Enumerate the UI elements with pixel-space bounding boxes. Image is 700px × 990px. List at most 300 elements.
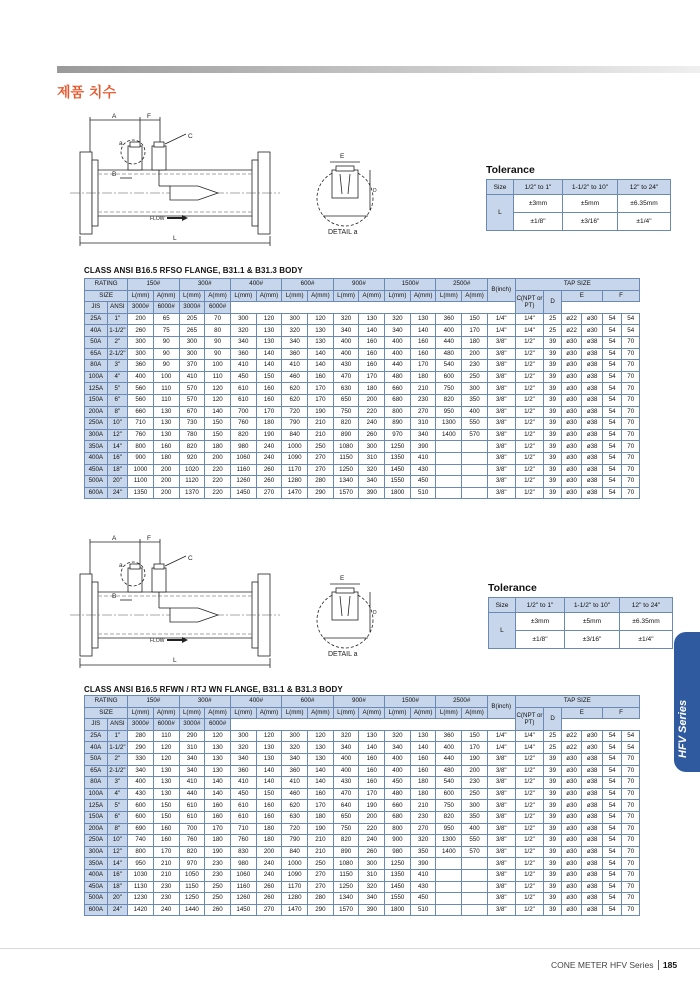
- rating-class-header: 900#: [333, 279, 384, 291]
- table-cell: 600: [128, 800, 154, 812]
- table-cell: 160: [359, 777, 385, 789]
- table-cell: 1/2": [515, 753, 544, 765]
- table-cell: 100: [153, 371, 179, 383]
- table-cell: ø30: [561, 418, 582, 430]
- label-a: A: [112, 535, 117, 542]
- table-cell: 3/8": [487, 418, 515, 430]
- table-cell: 130: [308, 742, 334, 754]
- table-cell: 54: [602, 325, 622, 337]
- table-cell: 140: [308, 777, 334, 789]
- table-cell: 70: [622, 383, 640, 395]
- table-cell: 220: [205, 464, 231, 476]
- table-cell: 430: [410, 464, 436, 476]
- label-f: F: [147, 113, 151, 120]
- table-cell: 140: [256, 777, 282, 789]
- ansi-cell: 1": [107, 730, 128, 742]
- table-cell: 39: [544, 418, 561, 430]
- table-cell: 1300: [436, 418, 462, 430]
- table-cell: 70: [622, 823, 640, 835]
- table-cell: 160: [153, 441, 179, 453]
- table-cell: 160: [308, 371, 334, 383]
- table-cell: 200: [462, 348, 488, 360]
- table-cell: 250: [462, 788, 488, 800]
- table-cell: 170: [462, 325, 488, 337]
- table-cell: 480: [436, 348, 462, 360]
- table-cell: 1050: [179, 869, 205, 881]
- table-cell: ø30: [561, 858, 582, 870]
- table-cell: 270: [410, 406, 436, 418]
- table-cell: 140: [205, 777, 231, 789]
- table-cell: 75: [153, 325, 179, 337]
- table-cell: [462, 893, 488, 905]
- table-cell: 1/4": [487, 730, 515, 742]
- table-cell: 720: [282, 406, 308, 418]
- table-cell: 1/2": [515, 904, 544, 916]
- table-row: [85, 348, 640, 360]
- table-cell: 430: [410, 881, 436, 893]
- tolerance-box-2: [488, 582, 673, 649]
- jis-cell: 250A: [85, 835, 108, 847]
- tolerance-size-label: Size: [489, 598, 516, 613]
- table-cell: 790: [282, 835, 308, 847]
- tolerance-col: 1/2" to 1": [516, 598, 565, 613]
- table-cell: 400: [333, 336, 359, 348]
- table-cell: 450: [385, 777, 411, 789]
- table-cell: 1/2": [515, 452, 544, 464]
- table-cell: 300: [462, 383, 488, 395]
- jis-cell: 350A: [85, 858, 108, 870]
- table-cell: 1150: [179, 881, 205, 893]
- ansi-cell: 2": [107, 336, 128, 348]
- table-cell: 480: [385, 371, 411, 383]
- table-cell: ø38: [582, 788, 603, 800]
- table-row: [85, 429, 640, 441]
- table-cell: 800: [385, 406, 411, 418]
- table-cell: 740: [128, 835, 154, 847]
- table-cell: 1/2": [515, 336, 544, 348]
- a-header: A(mm): [359, 707, 385, 719]
- table-cell: 39: [544, 371, 561, 383]
- table-cell: 210: [153, 869, 179, 881]
- table-cell: 320: [230, 325, 256, 337]
- table-row: [85, 823, 640, 835]
- table-row: [85, 394, 640, 406]
- table-cell: 54: [602, 869, 622, 881]
- tap-size-header: TAP SIZE: [515, 279, 639, 291]
- dimension-table-2: [84, 695, 640, 916]
- table-cell: [436, 858, 462, 870]
- table-cell: 340: [179, 753, 205, 765]
- table-cell: 340: [410, 429, 436, 441]
- table-cell: 205: [179, 313, 205, 325]
- tolerance-col: 1-1/2" to 10": [565, 598, 620, 613]
- table-cell: 360: [282, 765, 308, 777]
- label-detail: DETAIL a: [328, 229, 358, 236]
- table-cell: 39: [544, 811, 561, 823]
- table-cell: 970: [179, 858, 205, 870]
- jis-cell: 65A: [85, 765, 108, 777]
- table-cell: 340: [179, 765, 205, 777]
- table-cell: ø30: [582, 730, 603, 742]
- table-cell: 310: [410, 418, 436, 430]
- table-cell: 300: [128, 336, 154, 348]
- table-cell: 54: [602, 336, 622, 348]
- table-row: [85, 452, 640, 464]
- table-row: [85, 325, 640, 337]
- table-cell: 39: [544, 881, 561, 893]
- table-cell: 130: [359, 313, 385, 325]
- table-cell: ø30: [561, 348, 582, 360]
- table-cell: 470: [333, 788, 359, 800]
- pressure-header: 3000#: [179, 719, 205, 731]
- table-cell: 130: [256, 753, 282, 765]
- l-header: L(mm): [128, 290, 154, 302]
- table-cell: 1370: [179, 487, 205, 499]
- jis-cell: 450A: [85, 464, 108, 476]
- ansi-cell: 16": [107, 452, 128, 464]
- table-cell: 54: [602, 823, 622, 835]
- table-cell: 190: [308, 823, 334, 835]
- table-cell: 1/2": [515, 788, 544, 800]
- table-cell: ø38: [582, 904, 603, 916]
- table-cell: 3/8": [487, 811, 515, 823]
- table-cell: 1080: [333, 441, 359, 453]
- table-cell: 1800: [385, 904, 411, 916]
- table-cell: ø38: [582, 348, 603, 360]
- table-cell: 160: [359, 765, 385, 777]
- table-cell: 140: [256, 348, 282, 360]
- l-header: L(mm): [385, 707, 411, 719]
- table-cell: 1/2": [515, 394, 544, 406]
- table-row: [85, 881, 640, 893]
- table-cell: 54: [602, 313, 622, 325]
- table-cell: 120: [205, 383, 231, 395]
- table-cell: ø30: [582, 325, 603, 337]
- table-cell: 3/8": [487, 858, 515, 870]
- table-cell: 320: [333, 313, 359, 325]
- a-header: A(mm): [462, 707, 488, 719]
- l-header: L(mm): [230, 290, 256, 302]
- table-cell: 240: [359, 418, 385, 430]
- table-cell: 130: [205, 765, 231, 777]
- table-cell: 230: [410, 811, 436, 823]
- table-cell: 200: [205, 452, 231, 464]
- table-cell: [462, 858, 488, 870]
- table-cell: 390: [359, 904, 385, 916]
- table-cell: 360: [230, 765, 256, 777]
- jis-cell: 65A: [85, 348, 108, 360]
- table-cell: 820: [333, 418, 359, 430]
- jis-cell: 25A: [85, 730, 108, 742]
- table-cell: ø38: [582, 336, 603, 348]
- table1-title: CLASS ANSI B16.5 RFSO FLANGE, B31.1 & B31.3 BODY: [84, 266, 303, 275]
- table-cell: 70: [622, 336, 640, 348]
- table-cell: 1/2": [515, 765, 544, 777]
- ansi-cell: 2-1/2": [107, 765, 128, 777]
- table-cell: 820: [230, 429, 256, 441]
- table-cell: 54: [602, 394, 622, 406]
- table-cell: 1340: [333, 476, 359, 488]
- table-cell: 54: [602, 476, 622, 488]
- l-header: L(mm): [230, 707, 256, 719]
- table-cell: ø22: [561, 313, 582, 325]
- table-cell: 180: [256, 418, 282, 430]
- table-cell: 650: [333, 811, 359, 823]
- table-cell: ø38: [582, 858, 603, 870]
- table-cell: 400: [333, 348, 359, 360]
- table-cell: 240: [359, 835, 385, 847]
- table-cell: 250: [308, 858, 334, 870]
- table-cell: 54: [602, 487, 622, 499]
- table-cell: 120: [205, 730, 231, 742]
- jis-cell: 125A: [85, 383, 108, 395]
- table-cell: 160: [410, 753, 436, 765]
- table-cell: 250: [462, 371, 488, 383]
- table-cell: 950: [436, 406, 462, 418]
- table-cell: 260: [256, 464, 282, 476]
- table-cell: 410: [410, 869, 436, 881]
- table-cell: 130: [256, 742, 282, 754]
- jis-cell: 150A: [85, 811, 108, 823]
- page-number: 185: [658, 960, 677, 970]
- table-cell: 70: [622, 441, 640, 453]
- table-cell: 180: [205, 441, 231, 453]
- table-cell: 820: [436, 394, 462, 406]
- table-cell: 1250: [333, 881, 359, 893]
- table-cell: 340: [282, 336, 308, 348]
- meter-drawing-svg: [70, 534, 400, 679]
- table-cell: 320: [385, 313, 411, 325]
- table-cell: 70: [622, 811, 640, 823]
- table-cell: 39: [544, 765, 561, 777]
- table-cell: ø30: [561, 777, 582, 789]
- table-cell: 690: [128, 823, 154, 835]
- jis-cell: 600A: [85, 904, 108, 916]
- table-row: [85, 800, 640, 812]
- table-cell: 760: [230, 418, 256, 430]
- table-cell: 340: [359, 476, 385, 488]
- table-cell: 400: [436, 742, 462, 754]
- table-cell: 3/8": [487, 846, 515, 858]
- page-heading: 제품 치수: [57, 85, 116, 101]
- label-b: B: [112, 593, 117, 600]
- label-flow: FLOW: [150, 216, 165, 222]
- table-cell: 320: [282, 325, 308, 337]
- table-cell: 410: [179, 777, 205, 789]
- meter-drawing-1: [70, 112, 400, 262]
- table-cell: 290: [308, 904, 334, 916]
- table-cell: 260: [128, 325, 154, 337]
- table-cell: 560: [128, 383, 154, 395]
- table-cell: 54: [602, 452, 622, 464]
- rating-class-header: 1500#: [385, 696, 436, 708]
- ansi-cell: 24": [107, 904, 128, 916]
- table-cell: 1160: [230, 464, 256, 476]
- table-cell: 1030: [128, 869, 154, 881]
- table-cell: 320: [359, 881, 385, 893]
- ansi-cell: 18": [107, 464, 128, 476]
- table-cell: 400: [128, 371, 154, 383]
- table-cell: 320: [410, 835, 436, 847]
- b-header: B(inch): [487, 279, 515, 302]
- table-cell: 760: [230, 835, 256, 847]
- jis-cell: 300A: [85, 429, 108, 441]
- label-e: E: [340, 575, 345, 582]
- table-cell: 39: [544, 753, 561, 765]
- table-cell: 54: [602, 904, 622, 916]
- table-cell: 1/2": [515, 858, 544, 870]
- table-cell: 1/4": [515, 325, 544, 337]
- table-cell: ø30: [561, 800, 582, 812]
- table-row: [85, 418, 640, 430]
- table-cell: 300: [179, 336, 205, 348]
- table-cell: 750: [436, 800, 462, 812]
- table-cell: 230: [205, 869, 231, 881]
- table-cell: ø38: [582, 753, 603, 765]
- table-cell: 39: [544, 348, 561, 360]
- table-cell: 65: [153, 313, 179, 325]
- table-cell: 39: [544, 823, 561, 835]
- table-cell: 39: [544, 336, 561, 348]
- jis-cell: 125A: [85, 800, 108, 812]
- jis-cell: 50A: [85, 753, 108, 765]
- tolerance-title: Tolerance: [488, 582, 537, 594]
- table-cell: 300: [282, 730, 308, 742]
- rating-class-header: 300#: [179, 279, 230, 291]
- table-cell: 130: [410, 730, 436, 742]
- label-c: C: [188, 555, 193, 562]
- table-cell: 950: [128, 858, 154, 870]
- table-cell: 230: [410, 394, 436, 406]
- table-cell: 54: [602, 835, 622, 847]
- table-cell: 800: [385, 823, 411, 835]
- table-cell: 260: [256, 881, 282, 893]
- table-cell: 230: [462, 360, 488, 372]
- table-cell: 630: [282, 811, 308, 823]
- table-cell: ø30: [561, 846, 582, 858]
- table-cell: 39: [544, 464, 561, 476]
- table-cell: 54: [602, 765, 622, 777]
- jis-cell: 450A: [85, 881, 108, 893]
- table-cell: 1/4": [487, 742, 515, 754]
- a-header: A(mm): [462, 290, 488, 302]
- tolerance-value: ±5mm: [565, 613, 620, 631]
- table-cell: 410: [230, 360, 256, 372]
- table-cell: 70: [622, 893, 640, 905]
- table-cell: 250: [205, 881, 231, 893]
- table-cell: 3/8": [487, 406, 515, 418]
- table-row: [85, 846, 640, 858]
- table-cell: 190: [359, 800, 385, 812]
- table-cell: ø30: [561, 881, 582, 893]
- table-row: [85, 835, 640, 847]
- table-cell: 480: [385, 788, 411, 800]
- table-cell: 54: [602, 348, 622, 360]
- jis-cell: 40A: [85, 742, 108, 754]
- table-cell: 570: [462, 429, 488, 441]
- table-cell: 140: [359, 325, 385, 337]
- table-cell: 54: [602, 441, 622, 453]
- table-cell: 1350: [128, 487, 154, 499]
- table-cell: ø30: [561, 406, 582, 418]
- table-cell: 970: [385, 429, 411, 441]
- table-cell: 110: [153, 730, 179, 742]
- table-cell: 170: [153, 846, 179, 858]
- a-header: A(mm): [410, 707, 436, 719]
- table-cell: 1/2": [515, 777, 544, 789]
- table-cell: 70: [622, 846, 640, 858]
- table-cell: ø30: [561, 487, 582, 499]
- table-cell: 1450: [385, 881, 411, 893]
- table-cell: ø30: [561, 383, 582, 395]
- table-cell: ø38: [582, 394, 603, 406]
- table-cell: 220: [205, 476, 231, 488]
- table-cell: 600: [436, 788, 462, 800]
- table-cell: 1/2": [515, 846, 544, 858]
- table-cell: 220: [205, 487, 231, 499]
- table-row: [85, 336, 640, 348]
- table-cell: 200: [153, 464, 179, 476]
- table-cell: 340: [333, 742, 359, 754]
- table-cell: 430: [128, 788, 154, 800]
- table-cell: 360: [436, 730, 462, 742]
- table-cell: 1000: [282, 858, 308, 870]
- table-cell: 410: [282, 360, 308, 372]
- table-cell: 54: [602, 788, 622, 800]
- table-cell: 1300: [436, 835, 462, 847]
- table-cell: 230: [153, 881, 179, 893]
- table-cell: 430: [333, 360, 359, 372]
- table-cell: 130: [153, 429, 179, 441]
- table-cell: 1/2": [515, 893, 544, 905]
- table-cell: 54: [602, 730, 622, 742]
- table-cell: 350: [462, 394, 488, 406]
- table-cell: 3/8": [487, 823, 515, 835]
- table-cell: 160: [410, 348, 436, 360]
- header-row: [85, 279, 640, 291]
- a-header: A(mm): [410, 290, 436, 302]
- table-cell: 820: [179, 441, 205, 453]
- tolerance-size-label: Size: [487, 180, 514, 195]
- tolerance-col: 1-1/2" to 10": [563, 180, 618, 195]
- table-cell: 3/8": [487, 487, 515, 499]
- table-cell: 70: [622, 858, 640, 870]
- label-a: A: [112, 113, 117, 120]
- table-cell: 410: [179, 371, 205, 383]
- table-cell: 760: [128, 429, 154, 441]
- a-header: A(mm): [256, 290, 282, 302]
- ansi-cell: 18": [107, 881, 128, 893]
- table-cell: 1/2": [515, 371, 544, 383]
- table-cell: 210: [308, 835, 334, 847]
- table-cell: 300: [282, 313, 308, 325]
- table-cell: 130: [256, 336, 282, 348]
- ansi-cell: 2": [107, 753, 128, 765]
- table-cell: 310: [359, 452, 385, 464]
- table-cell: ø30: [561, 823, 582, 835]
- table-cell: ø38: [582, 881, 603, 893]
- l-header: L(mm): [179, 290, 205, 302]
- jis-cell: 100A: [85, 371, 108, 383]
- table-cell: 170: [308, 394, 334, 406]
- e-header: E: [561, 290, 602, 302]
- jis-cell: 500A: [85, 893, 108, 905]
- table-cell: 90: [153, 348, 179, 360]
- table-cell: 3/8": [487, 788, 515, 800]
- tolerance-row-label: L: [489, 613, 516, 649]
- table-cell: 210: [153, 858, 179, 870]
- table-cell: ø22: [561, 742, 582, 754]
